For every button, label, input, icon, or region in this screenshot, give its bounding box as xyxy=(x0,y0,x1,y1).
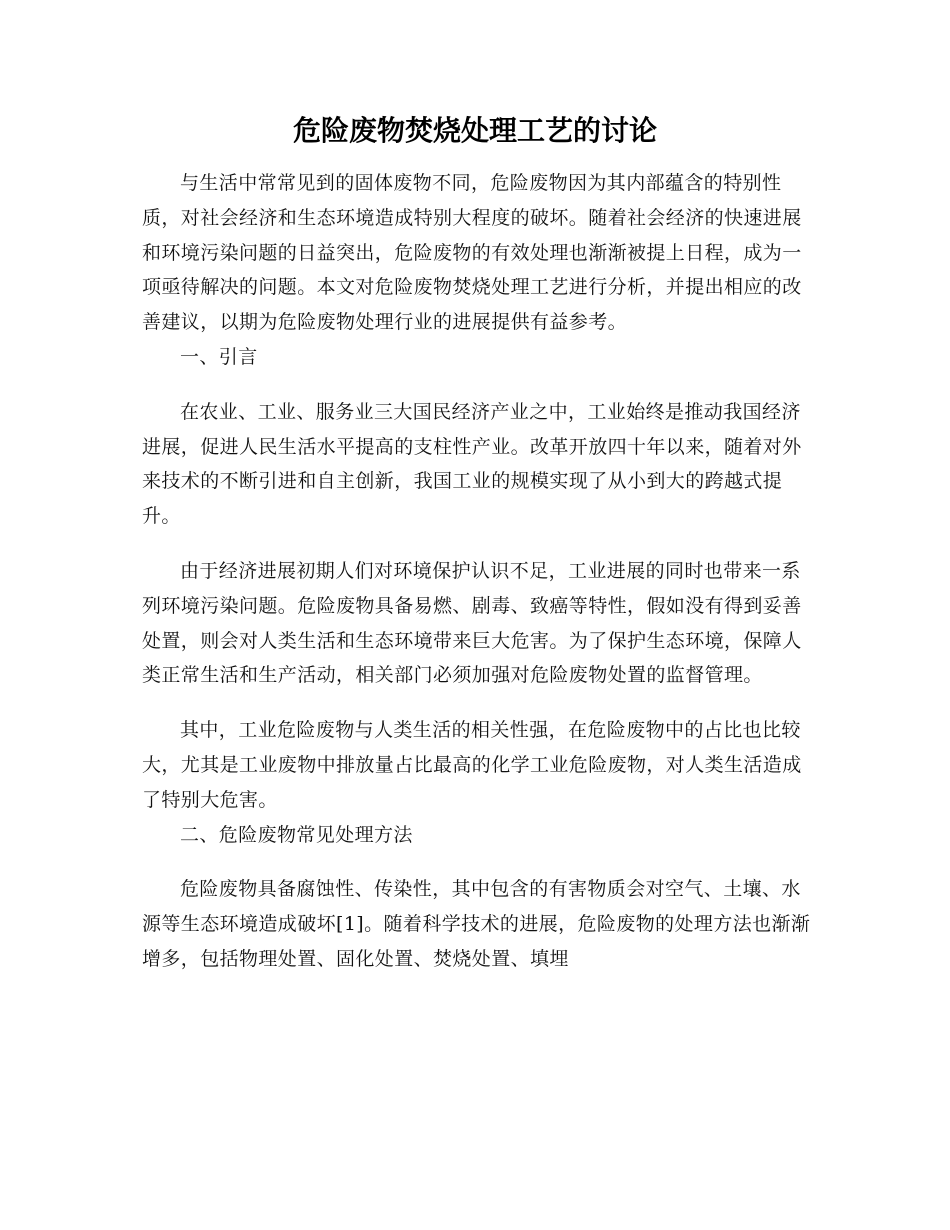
section-heading-introduction: 一、引言 xyxy=(180,345,258,368)
body-paragraph: 其中，工业危险废物与人类生活的相关性强，在危险废物中的占比也比较大，尤其是工业废物中排放量占比最高的化学工业危险废物，对人类生活造成了特别大危害。 xyxy=(142,719,802,811)
body-paragraph: 在农业、工业、服务业三大国民经济产业之中，工业始终是推动我国经济进展，促进人民生活水平提高的支柱性产业。改革开放四十年以来，随着对外来技术的不断引进和自主创新，我国工业的规模实现了从小到大的跨越式提升。 xyxy=(142,400,802,528)
body-paragraph: 危险废物具备腐蚀性、传染性，其中包含的有害物质会对空气、土壤、水源等生态环境造成破坏[1]。随着科学技术的进展，危险废物的处理方法也渐渐增多，包括物理处置、固化处置、焚烧处置、填埋 xyxy=(142,878,811,970)
document-title: 危险废物焚烧处理工艺的讨论 xyxy=(292,114,657,147)
body-paragraph: 由于经济进展初期人们对环境保护认识不足，工业进展的同时也带来一系列环境污染问题。危险废物具备易燃、剧毒、致癌等特性，假如没有得到妥善处置，则会对人类生活和生态环境带来巨大危害。为了保护生态环境，保障人类正常生活和生产活动，相关部门必须加强对危险废物处置的监督管理。 xyxy=(142,559,802,687)
intro-paragraph: 与生活中常常见到的固体废物不同，危险废物因为其内部蕴含的特别性质，对社会经济和生态环境造成特别大程度的破坏。随着社会经济的快速进展和环境污染问题的日益突出，危险废物的有效处理也渐渐被提上日程，成为一项亟待解决的问题。本文对危险废物焚烧处理工艺进行分析，并提出相应的改善建议，以期为危险废物处理行业的进展提供有益参考。 xyxy=(142,172,802,334)
document-body xyxy=(142,166,812,977)
section-heading-methods: 二、危险废物常见处理方法 xyxy=(180,823,413,846)
